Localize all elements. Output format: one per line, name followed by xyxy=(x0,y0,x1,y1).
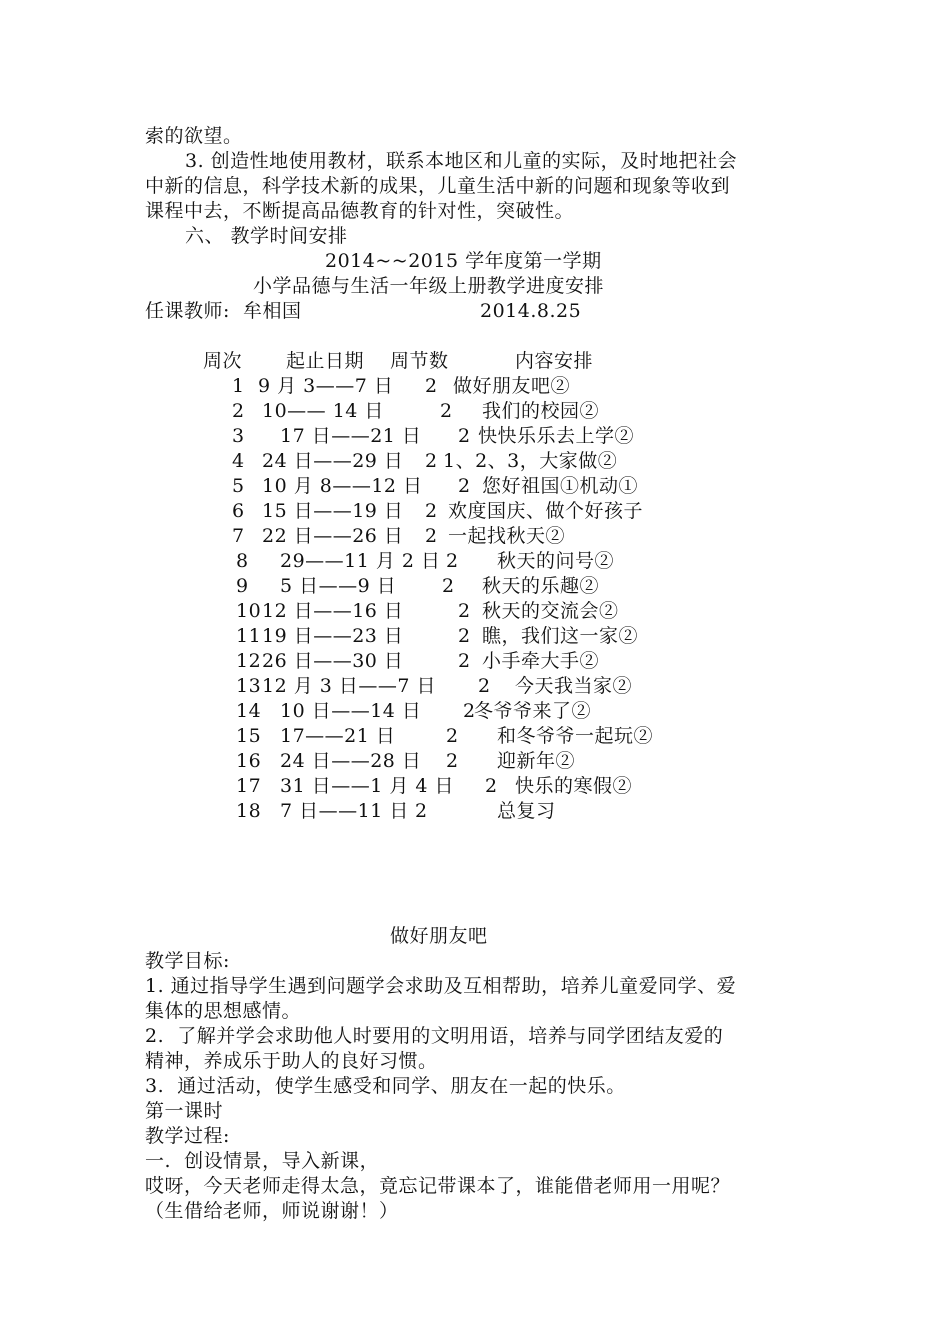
goals-label: 教学目标: xyxy=(145,950,230,972)
student-note: （生借给老师，师说谢谢！） xyxy=(145,1200,399,1222)
schedule-week-cell: 13 xyxy=(236,675,262,697)
schedule-row xyxy=(0,449,950,474)
schedule-dates-cell: 10 日——14 日 xyxy=(280,700,422,722)
schedule-dates-cell: 7 日——11 日 xyxy=(280,800,409,822)
schedule-row xyxy=(0,499,950,524)
header-content: 内容安排 xyxy=(515,350,594,372)
schedule-week-cell: 5 xyxy=(232,475,245,497)
section-heading: 六、 教学时间安排 xyxy=(185,225,348,247)
schedule-content-cell: 和冬爷爷一起玩② xyxy=(497,725,654,747)
lesson-period: 第一课时 xyxy=(145,1100,224,1122)
schedule-content-cell: 总复习 xyxy=(497,800,556,822)
schedule-content-cell: 快乐的寒假② xyxy=(515,775,633,797)
schedule-row xyxy=(0,424,950,449)
schedule-content-cell: 快快乐乐去上学② xyxy=(478,425,635,447)
schedule-content-cell: 秋天的问号② xyxy=(497,550,615,572)
schedule-week-cell: 9 xyxy=(236,575,249,597)
schedule-row xyxy=(0,399,950,424)
schedule-dates-cell: 26 日——30 日 xyxy=(262,650,404,672)
intro-line-2: 3. 创造性地使用教材，联系本地区和儿童的实际，及时地把社会 xyxy=(185,150,738,172)
schedule-dates-cell: 17 日——21 日 xyxy=(280,425,422,447)
schedule-content-cell: 瞧，我们这一家② xyxy=(482,625,639,647)
schedule-periods-cell: 2 xyxy=(485,775,498,797)
schedule-row xyxy=(0,599,950,624)
schedule-dates-cell: 29——11 月 2 日 xyxy=(280,550,441,572)
schedule-row xyxy=(0,524,950,549)
schedule-content-cell: 迎新年② xyxy=(497,750,576,772)
process-label: 教学过程: xyxy=(145,1125,230,1147)
schedule-row xyxy=(0,649,950,674)
schedule-week-cell: 11 xyxy=(236,625,262,647)
schedule-periods-cell: 2 xyxy=(458,650,471,672)
schedule-week-cell: 10 xyxy=(236,600,262,622)
schedule-week-cell: 15 xyxy=(236,725,262,747)
schedule-week-cell: 3 xyxy=(232,425,245,447)
schedule-dates-cell: 12 日——16 日 xyxy=(262,600,404,622)
schedule-periods-cell: 2 xyxy=(458,625,471,647)
schedule-week-cell: 14 xyxy=(236,700,262,722)
schedule-content-cell: 小手牵大手② xyxy=(482,650,600,672)
schedule-dates-cell: 22 日——26 日 xyxy=(262,525,404,547)
schedule-week-cell: 2 xyxy=(232,400,245,422)
goal-2-line-2: 精神，养成乐于助人的良好习惯。 xyxy=(145,1050,438,1072)
schedule-periods-cell: 2 xyxy=(425,375,438,397)
schedule-week-cell: 17 xyxy=(236,775,262,797)
schedule-row xyxy=(0,674,950,699)
schedule-week-cell: 8 xyxy=(236,550,249,572)
schedule-content-cell: 欢度国庆、做个好孩子 xyxy=(448,500,644,522)
schedule-row xyxy=(0,624,950,649)
schedule-periods-cell: 2 xyxy=(440,400,453,422)
schedule-dates-cell: 19 日——23 日 xyxy=(262,625,404,647)
lesson-title: 做好朋友吧 xyxy=(390,925,488,947)
schedule-periods-cell: 2 xyxy=(446,550,459,572)
teacher-speech: 哎呀，今天老师走得太急，竟忘记带课本了，谁能借老师用一用呢？ xyxy=(145,1175,731,1197)
schedule-periods-cell: 2 xyxy=(478,675,491,697)
schedule-content-cell: 秋天的交流会② xyxy=(482,600,619,622)
schedule-date: 2014.8.25 xyxy=(480,300,582,322)
schedule-periods-cell: 2 xyxy=(446,725,459,747)
schedule-row xyxy=(0,749,950,774)
schedule-content-cell: 1、2、3，大家做② xyxy=(443,450,618,472)
schedule-week-cell: 7 xyxy=(232,525,245,547)
schedule-content-cell: 我们的校园② xyxy=(482,400,600,422)
schedule-week-cell: 18 xyxy=(236,800,262,822)
schedule-content-cell: 秋天的乐趣② xyxy=(482,575,600,597)
schedule-dates-cell: 10—— 14 日 xyxy=(262,400,384,422)
schedule-content-cell: 做好朋友吧② xyxy=(453,375,571,397)
schedule-periods-cell: 2 xyxy=(425,500,438,522)
schedule-row xyxy=(0,474,950,499)
schedule-dates-cell: 31 日——1 月 4 日 xyxy=(280,775,455,797)
intro-line-1: 索的欲望。 xyxy=(145,125,243,147)
schedule-content-cell: 您好祖国①机动① xyxy=(482,475,639,497)
schedule-dates-cell: 15 日——19 日 xyxy=(262,500,404,522)
schedule-content-cell: 今天我当家② xyxy=(515,675,633,697)
schedule-periods-cell: 2 xyxy=(442,575,455,597)
schedule-title-subject: 小学品德与生活一年级上册教学进度安排 xyxy=(253,275,605,297)
schedule-week-cell: 16 xyxy=(236,750,262,772)
goal-3: 3. 通过活动，使学生感受和同学、朋友在一起的快乐。 xyxy=(145,1075,626,1097)
schedule-periods-cell: 2 xyxy=(458,425,471,447)
intro-line-3: 中新的信息，科学技术新的成果，儿童生活中新的问题和现象等收到 xyxy=(145,175,731,197)
schedule-week-cell: 12 xyxy=(236,650,262,672)
schedule-dates-cell: 12 月 3 日——7 日 xyxy=(262,675,437,697)
header-periods: 周节数 xyxy=(390,350,449,372)
schedule-week-cell: 6 xyxy=(232,500,245,522)
schedule-header-row xyxy=(0,349,950,374)
schedule-week-cell: 4 xyxy=(232,450,245,472)
teacher-label: 任课教师: 牟相国 xyxy=(145,300,302,322)
schedule-periods-cell: 2 xyxy=(425,450,438,472)
schedule-periods-cell: 2 xyxy=(458,475,471,497)
schedule-content-cell: 冬爷爷来了② xyxy=(474,700,592,722)
schedule-dates-cell: 5 日——9 日 xyxy=(280,575,397,597)
schedule-content-cell: 一起找秋天② xyxy=(448,525,566,547)
schedule-periods-cell: 2 xyxy=(425,525,438,547)
schedule-dates-cell: 17——21 日 xyxy=(280,725,396,747)
schedule-dates-cell: 9 月 3——7 日 xyxy=(258,375,394,397)
schedule-dates-cell: 24 日——28 日 xyxy=(280,750,422,772)
header-dates: 起止日期 xyxy=(286,350,365,372)
schedule-dates-cell: 10 月 8——12 日 xyxy=(262,475,423,497)
schedule-row xyxy=(0,699,950,724)
schedule-dates-cell: 24 日——29 日 xyxy=(262,450,404,472)
schedule-periods-cell: 2 xyxy=(415,800,428,822)
schedule-row xyxy=(0,574,950,599)
header-week: 周次 xyxy=(203,350,243,372)
schedule-row xyxy=(0,774,950,799)
schedule-row xyxy=(0,799,950,824)
schedule-row xyxy=(0,374,950,399)
goal-2-line-1: 2. 了解并学会求助他人时要用的文明用语，培养与同学团结友爱的 xyxy=(145,1025,724,1047)
schedule-row xyxy=(0,724,950,749)
schedule-title-year: 2014~~2015 学年度第一学期 xyxy=(325,250,602,272)
schedule-periods-cell: 2 xyxy=(463,700,476,722)
schedule-periods-cell: 2 xyxy=(446,750,459,772)
process-step-1: 一. 创设情景，导入新课， xyxy=(145,1150,380,1172)
intro-line-4: 课程中去，不断提高品德教育的针对性，突破性。 xyxy=(145,200,575,222)
schedule-periods-cell: 2 xyxy=(458,600,471,622)
goal-1-line-1: 1. 通过指导学生遇到问题学会求助及互相帮助，培养儿童爱同学、爱 xyxy=(145,975,737,997)
goal-1-line-2: 集体的思想感情。 xyxy=(145,1000,302,1022)
schedule-row xyxy=(0,549,950,574)
schedule-week-cell: 1 xyxy=(232,375,245,397)
